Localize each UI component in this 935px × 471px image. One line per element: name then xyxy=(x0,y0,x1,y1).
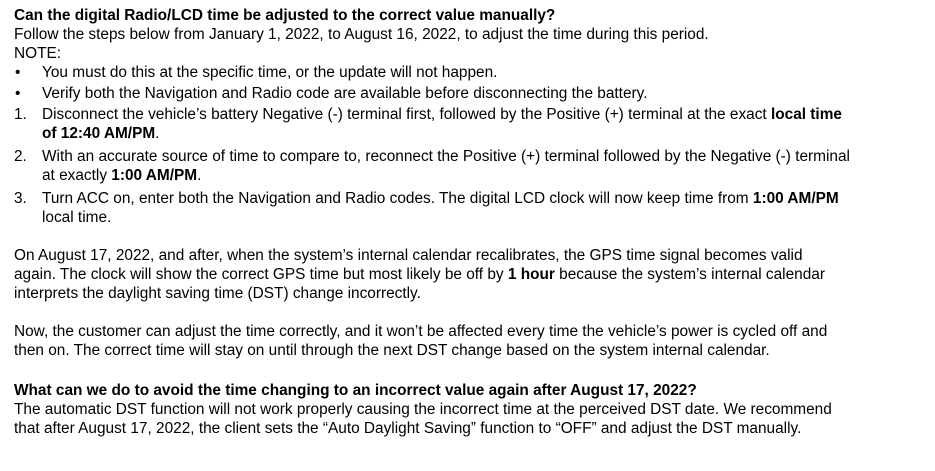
steps-list xyxy=(14,105,935,227)
step-emphasis: of 12:40 AM/PM xyxy=(42,125,156,142)
step-text: Disconnect the vehicle’s battery Negative (-) terminal first, followed by the Positive (+) terminal at the exact xyxy=(42,106,771,123)
question-section-2 xyxy=(14,381,935,438)
paragraph-line: The automatic DST function will not work properly causing the incorrect time at the perceived DST date. We recommend xyxy=(14,401,832,418)
paragraph-line: then on. The correct time will stay on until through the next DST change based on the system internal calendar. xyxy=(14,342,770,359)
step-number: 1. xyxy=(14,106,27,123)
bullet-marker: • xyxy=(15,64,21,81)
step-emphasis: 1:00 AM/PM xyxy=(111,167,198,184)
question-heading-2: What can we do to avoid the time changing to an incorrect value again after August 17, 2022? xyxy=(14,382,697,399)
step-emphasis: 1:00 AM/PM xyxy=(752,190,839,207)
paragraph-line: interprets the daylight saving time (DST) change incorrectly. xyxy=(14,285,421,302)
step-number: 2. xyxy=(14,148,27,165)
bullet-text: Verify both the Navigation and Radio code are available before disconnecting the battery. xyxy=(42,85,648,102)
paragraph-customer-adjust xyxy=(14,322,935,360)
list-item xyxy=(14,63,935,82)
question-heading-1: Can the digital Radio/LCD time be adjusted to the correct value manually? xyxy=(14,7,556,24)
paragraph-text: again. The clock will show the correct GPS time but most likely be off by xyxy=(14,266,508,283)
step-2 xyxy=(14,147,935,185)
step-text: local time. xyxy=(42,209,112,226)
bullet-marker: • xyxy=(15,85,21,102)
step-number: 3. xyxy=(14,190,27,207)
step-text: . xyxy=(155,125,160,142)
paragraph-after-aug17 xyxy=(14,246,935,303)
step-3 xyxy=(14,189,935,227)
note-label: NOTE: xyxy=(14,45,62,62)
step-1 xyxy=(14,105,935,143)
step-emphasis: local time xyxy=(770,106,842,123)
step-text: With an accurate source of time to compare to, reconnect the Positive (+) terminal followed by the Negative (-) terminal xyxy=(42,148,850,165)
list-item xyxy=(14,84,935,103)
note-bullet-list xyxy=(14,63,935,103)
intro-text: Follow the steps below from January 1, 2022, to August 16, 2022, to adjust the time during this period. xyxy=(14,26,709,43)
step-text: Turn ACC on, enter both the Navigation and Radio codes. The digital LCD clock will now keep time from xyxy=(42,190,753,207)
step-text: . xyxy=(197,167,202,184)
paragraph-text: because the system’s internal calendar xyxy=(554,266,825,283)
bullet-text: You must do this at the specific time, or the update will not happen. xyxy=(42,64,498,81)
step-text: at exactly xyxy=(42,167,112,184)
paragraph-line: that after August 17, 2022, the client sets the “Auto Daylight Saving” function to “OFF” and adjust the DST manually. xyxy=(14,420,802,437)
paragraph-line: Now, the customer can adjust the time correctly, and it won’t be affected every time the vehicle’s power is cycled off and xyxy=(14,323,828,340)
paragraph-emphasis: 1 hour xyxy=(507,266,555,283)
paragraph-line: On August 17, 2022, and after, when the system’s internal calendar recalibrates, the GPS time signal becomes valid xyxy=(14,247,803,264)
